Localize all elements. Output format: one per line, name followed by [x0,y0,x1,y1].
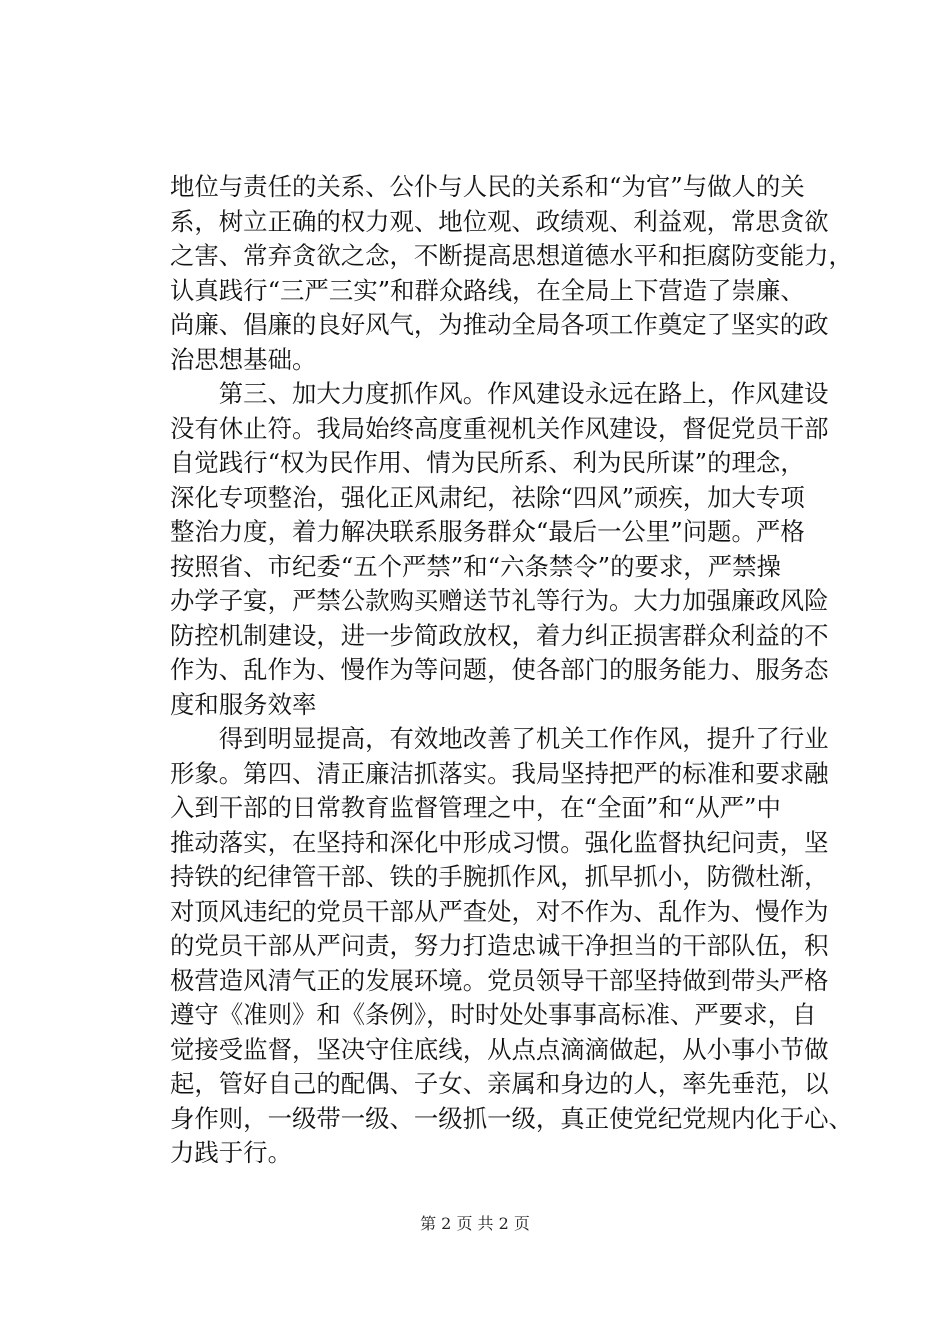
text-line: 治思想基础。 [170,344,317,374]
text-line: 整治力度，着力解决联系服务群众“最后一公里”问题。严格 [170,517,805,546]
text-line: 没有休止符。我局始终高度重视机关作风建设，督促党员干部 [170,413,829,443]
text-line: 极营造风清气正的发展环境。党员领导干部坚持做到带头严格 [170,965,829,995]
text-line: 防控机制建设，进一步简政放权，着力纠正损害群众利益的不 [170,620,829,650]
text-line: 对顶风违纪的党员干部从严查处，对不作为、乱作为、慢作为 [170,896,829,926]
text-line: 之害、常弃贪欲之念，不断提高思想道德水平和拒腐防变能力， [170,241,853,270]
text-line: 按照省、市纪委“五个严禁”和“六条禁令”的要求，严禁操 [170,551,781,581]
text-line: 第三、加大力度抓作风。作风建设永远在路上，作风建设 [170,379,829,408]
page-footer: 第 2 页 共 2 页 [420,1214,530,1233]
text-line: 身作则，一级带一级、一级抓一级，真正使党纪党规内化于心、 [170,1103,853,1133]
text-line: 入到干部的日常教育监督管理之中，在“全面”和“从严”中 [170,793,781,822]
text-line: 起，管好自己的配偶、子女、亲属和身边的人，率先垂范，以 [170,1069,829,1098]
text-line: 地位与责任的关系、公仆与人民的关系和“为官”与做人的关 [170,172,805,201]
text-line: 度和服务效率 [170,689,317,719]
text-line: 作为、乱作为、慢作为等问题，使各部门的服务能力、服务态 [170,655,829,684]
text-line: 深化专项整治，强化正风肃纪，祛除“四风”顽疾，加大专项 [170,482,805,512]
text-line: 持铁的纪律管干部、铁的手腕抓作风，抓早抓小，防微杜渐， [170,862,829,891]
text-line: 力践于行。 [170,1138,292,1167]
text-line: 办学子宴，严禁公款购买赠送节礼等行为。大力加强廉政风险 [170,586,829,615]
text-line: 系，树立正确的权力观、地位观、政绩观、利益观，常思贪欲 [170,206,829,236]
text-line: 自觉践行“权为民作用、情为民所系、利为民所谋”的理念， [170,448,805,477]
text-line: 觉接受监督，坚决守住底线，从点点滴滴做起，从小事小节做 [170,1034,829,1064]
text-line: 遵守《准则》和《条例》，时时处处事事高标准、严要求，自 [170,1000,817,1029]
text-line: 的党员干部从严问责，努力打造忠诚干净担当的干部队伍，积 [170,931,829,960]
text-line: 形象。第四、清正廉洁抓落实。我局坚持把严的标准和要求融 [170,758,829,788]
text-line: 认真践行“三严三实”和群众路线，在全局上下营造了崇廉、 [170,275,805,305]
document-body [170,170,853,1171]
text-line: 推动落实，在坚持和深化中形成习惯。强化监督执纪问责，坚 [170,827,829,857]
text-line: 尚廉、倡廉的良好风气，为推动全局各项工作奠定了坚实的政 [170,310,829,339]
text-line: 得到明显提高，有效地改善了机关工作作风，提升了行业 [170,724,829,753]
